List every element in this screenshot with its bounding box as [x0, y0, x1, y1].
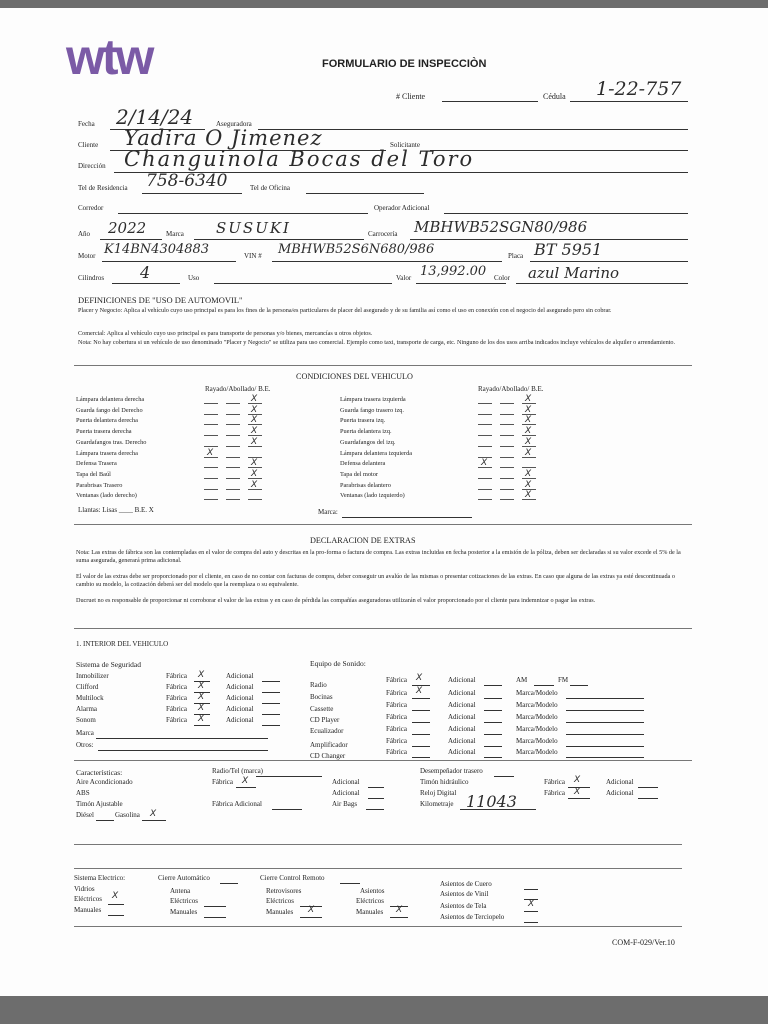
cierre-automatico-label: Cierre Automático: [158, 874, 210, 882]
vin-label: VIN #: [244, 252, 262, 260]
cilindros-value[interactable]: 4: [140, 263, 151, 282]
inspection-form-page: [0, 8, 768, 996]
retrovisores-manuales-label: Manuales: [266, 908, 294, 916]
adicional-label-2: Adicional: [332, 789, 360, 797]
sonido-item-label: CD Player: [310, 716, 340, 724]
aseguradora-label: Aseguradora: [216, 120, 252, 128]
sonido-fabrica-label: Fábrica: [386, 748, 407, 756]
cierre-remoto-label: Cierre Control Remoto: [260, 874, 325, 882]
sonido-adicional-label: Adicional: [448, 701, 476, 709]
cliente-value[interactable]: Yadira O Jimenez: [124, 126, 323, 150]
extras-valor: El valor de las extras debe ser proporcionado por el cliente, en caso de no contar con facturas de compra, deber conseguir un avalúo de las mismas o presentar cotizaciones de las extras. En caso que alguna de las extras ya esté descontinuada o cambio su modelo, la cotización deberá ser del modelo que la reemplaza o su equivalente.: [76, 573, 675, 589]
seguridad-title: Sistema de Seguridad: [76, 660, 141, 669]
sonido-marca-modelo-label: Marca/Modelo: [516, 725, 558, 733]
left-condition-mark[interactable]: X: [251, 479, 258, 490]
sonido-adicional-label: Adicional: [448, 725, 476, 733]
seguridad-item-label: Clifford: [76, 683, 99, 691]
seguridad-fabrica-mark[interactable]: X: [198, 703, 205, 713]
right-condition-label: Guarda fango trasero izq.: [340, 406, 404, 414]
left-col-header: Rayado/Abollado/ B.E.: [205, 385, 271, 393]
aire-label: Aire Acondicionado: [76, 778, 133, 786]
antena-manuales-label: Manuales: [170, 908, 198, 916]
air-bags-label: Air Bags: [332, 800, 358, 808]
sonido-fabrica-label: Fábrica: [386, 737, 407, 745]
vidrios-label: Vidrios: [74, 885, 95, 893]
radio-fabrica-adicional-label: Fábrica Adicional: [212, 800, 262, 808]
corredor-label: Corredor: [78, 204, 104, 212]
seguridad-fabrica-label: Fábrica: [166, 716, 187, 724]
left-condition-mark[interactable]: X: [251, 394, 258, 404]
carroceria-label: Carrocería: [368, 230, 398, 238]
sonido-fabrica-label: Fábrica: [386, 701, 407, 709]
retrovisores-manuales-mark[interactable]: X: [308, 905, 315, 915]
seguridad-adicional-label: Adicional: [226, 694, 254, 702]
operador-label: Operador Adicional: [374, 204, 430, 212]
right-condition-label: Parabrisas delantero: [340, 481, 391, 489]
fecha-value[interactable]: 2/14/24: [116, 105, 194, 129]
am-label: AM: [516, 676, 528, 684]
sonido-marca-modelo-label: Marca/Modelo: [516, 748, 558, 756]
placa-value[interactable]: BT 5951: [534, 240, 603, 259]
motor-value[interactable]: K14BN4304883: [104, 242, 210, 257]
sonido-marca-modelo-label: Marca/Modelo: [516, 701, 558, 709]
seguridad-marca-label: Marca: [76, 729, 94, 737]
right-condition-label: Guardafangos del izq.: [340, 438, 396, 446]
reloj-fabrica-mark[interactable]: X: [574, 787, 581, 797]
llantas-marca-label: Marca:: [318, 508, 338, 516]
abs-label: ABS: [76, 789, 90, 797]
kilometraje-label: Kilometraje: [420, 800, 454, 808]
right-condition-mark[interactable]: X: [525, 479, 532, 490]
left-condition-mark[interactable]: X: [251, 415, 258, 426]
sonido-adicional-label: Adicional: [448, 676, 476, 684]
wtw-logo: wtw: [66, 29, 152, 85]
seguridad-fabrica-mark[interactable]: X: [198, 681, 205, 691]
timon-label: Timón Ajustable: [76, 800, 123, 808]
right-condition-mark[interactable]: X: [481, 458, 488, 469]
cedula-value[interactable]: 1-22-757: [596, 78, 682, 100]
tel-residencia-value[interactable]: 758-6340: [146, 171, 228, 191]
seguridad-fabrica-label: Fábrica: [166, 694, 187, 702]
right-condition-label: Lámpara delantera izquierda: [340, 449, 413, 457]
reloj-label: Reloj Digital: [420, 789, 457, 797]
seguridad-adicional-label: Adicional: [226, 683, 254, 691]
right-condition-mark[interactable]: X: [525, 394, 532, 404]
kilometraje-value[interactable]: 11043: [466, 792, 517, 811]
left-condition-label: Parabrisas Trasero: [76, 481, 123, 489]
placa-label: Placa: [508, 252, 524, 260]
seguridad-item-label: Alarma: [76, 705, 97, 713]
sonido-adicional-label: Adicional: [448, 689, 476, 697]
motor-label: Motor: [78, 252, 96, 260]
sonido-fabrica-mark[interactable]: X: [416, 673, 423, 683]
right-condition-mark[interactable]: X: [525, 426, 532, 437]
left-condition-mark[interactable]: X: [207, 447, 214, 458]
ano-value[interactable]: 2022: [108, 219, 147, 237]
definiciones-nota: Nota: No hay cobertura si un vehículo de uso denominado "Placer y Negocio" se utiliza para uso comercial. Ejemplo como taxi, transporte de carga, etc. Ninguno de los dos usos arriba indicados incluye vehículos de alquiler o arrendamiento.: [78, 339, 676, 346]
asientos-electricos-label: Eléctricos: [356, 897, 384, 905]
seguridad-fabrica-label: Fábrica: [166, 683, 187, 691]
left-condition-label: Lámpara trasera derecha: [76, 449, 138, 457]
carroceria-value[interactable]: MBHWB52SGN80/986: [414, 218, 588, 236]
sonido-marca-modelo-label: Marca/Modelo: [516, 713, 558, 721]
radio-fabrica-label: Fábrica: [212, 778, 233, 786]
asientos-manuales-mark[interactable]: X: [396, 905, 403, 915]
left-condition-mark[interactable]: X: [251, 404, 258, 415]
valor-value[interactable]: 13,992.00: [420, 264, 487, 279]
left-condition-label: Puerta trasera derecha: [76, 428, 132, 436]
left-condition-mark[interactable]: X: [251, 458, 258, 469]
left-condition-label: Defensa Trasera: [76, 460, 117, 468]
asientos-label: Asientos: [360, 887, 385, 895]
extras-title: DECLARACION DE EXTRAS: [310, 536, 416, 545]
right-condition-label: Defensa delantera: [340, 460, 386, 468]
left-condition-mark[interactable]: X: [251, 436, 258, 447]
extras-nota: Nota: Las extras de fábrica son las contempladas en el valor de compra del auto y descritas en la pro-forma o factura de compra. Las extras incluidas en fecha posterior a la emisión de la póliza, deben ser declaradas si su valor excede el 5% de la suma asegurada, generará prima adicional.: [76, 549, 681, 565]
sonido-item-label: Ecualizador: [310, 727, 344, 735]
definiciones-comercial: Comercial: Aplica al vehículo cuyo uso principal es para transporte de personas y/o bienes, mercancías u otros objetos.: [78, 330, 373, 337]
retrovisores-electricos-label: Eléctricos: [266, 897, 294, 905]
valor-label: Valor: [396, 274, 412, 282]
seguridad-otros-label: Otros:: [76, 741, 94, 749]
vidrios-electricos-label: Eléctricos: [74, 895, 102, 903]
seguridad-fabrica-label: Fábrica: [166, 672, 187, 680]
cilindros-label: Cilindros: [78, 274, 105, 282]
antena-electricos-label: Eléctricos: [170, 897, 198, 905]
radio-tel-label: Radio/Tel (marca): [212, 767, 264, 775]
seguridad-adicional-label: Adicional: [226, 672, 254, 680]
tel-oficina-label: Tel de Oficina: [250, 184, 290, 192]
direccion-label: Dirección: [78, 162, 106, 170]
electrico-title: Sistema Electrico:: [74, 874, 126, 882]
right-condition-mark[interactable]: X: [525, 415, 532, 426]
asientos-tela-mark[interactable]: X: [528, 899, 535, 909]
sonido-fabrica-label: Fábrica: [386, 713, 407, 721]
adicional-label-1: Adicional: [332, 778, 360, 786]
direccion-value[interactable]: Changuinola Bocas del Toro: [124, 147, 475, 171]
marca-label: Marca: [166, 230, 184, 238]
sonido-marca-modelo-label: Marca/Modelo: [516, 689, 558, 697]
vidrios-manuales-label: Manuales: [74, 906, 102, 914]
right-condition-label: Puerta delantera izq.: [340, 428, 392, 436]
timon-adicional-label: Adicional: [606, 778, 634, 786]
sonido-fabrica-mark[interactable]: X: [416, 686, 423, 696]
reloj-fabrica-label: Fábrica: [544, 789, 565, 797]
vidrios-electricos-mark[interactable]: X: [112, 891, 119, 901]
definiciones-title: DEFINICIONES DE "USO DE AUTOMOVIL": [78, 295, 243, 305]
left-condition-label: Lámpara delantera derecha: [76, 396, 145, 403]
seguridad-adicional-label: Adicional: [226, 705, 254, 713]
cedula-label: Cédula: [543, 92, 566, 101]
asientos-manuales-label: Manuales: [356, 908, 384, 916]
right-condition-mark[interactable]: X: [525, 490, 532, 501]
color-label: Color: [494, 274, 510, 282]
timon-fabrica-mark[interactable]: X: [574, 775, 581, 785]
left-condition-label: Tapa del Baúl: [76, 470, 111, 478]
reloj-adicional-label: Adicional: [606, 789, 634, 797]
fecha-label: Fecha: [78, 120, 95, 128]
cliente-number-label: # Cliente: [396, 92, 426, 101]
right-condition-label: Lámpara trasera izquierda: [340, 396, 406, 403]
sonido-adicional-label: Adicional: [448, 737, 476, 745]
seguridad-fabrica-mark[interactable]: X: [198, 714, 205, 724]
llantas-line: Llantas: Lisas ____ B.E. X: [78, 506, 154, 514]
sonido-fabrica-label: Fábrica: [386, 725, 407, 733]
left-condition-label: Guarda fango del Derecho: [76, 406, 143, 414]
seguridad-fabrica-label: Fábrica: [166, 705, 187, 713]
extras-ducruet: Ducruet no es responsable de proporcionar ni corroborar el valor de las extras y en caso de pérdida las compañías aseguradoras utilizarán el valor proporcionado por el cliente para indemnizar o pagar las extras.: [76, 597, 596, 604]
sonido-item-label: Cassette: [310, 705, 334, 713]
uso-label: Uso: [188, 274, 200, 282]
interior-title: 1. INTERIOR DEL VEHICULO: [76, 640, 169, 648]
definiciones-placer: Placer y Negocio: Aplica al vehículo cuyo uso principal es para los fines de la persona/es particulares de placer del asegurado y de su familia así como el uso en conexión con el negocio del asegurado pero sin cobrar.: [78, 307, 612, 314]
right-condition-mark[interactable]: X: [525, 447, 532, 458]
retrovisores-label: Retrovisores: [266, 887, 302, 895]
asientos-terciopelo-label: Asientos de Terciopelo: [440, 913, 505, 921]
fm-label: FM: [558, 676, 569, 684]
sonido-title: Equipo de Sonido:: [310, 659, 366, 668]
radio-fabrica-mark[interactable]: X: [242, 776, 249, 786]
condiciones-title: CONDICIONES DEL VEHICULO: [296, 372, 413, 381]
timon-fabrica-label: Fábrica: [544, 778, 565, 786]
desempanador-label: Desempeñador trasero: [420, 767, 483, 775]
right-condition-label: Ventanas (lado izquierdo): [340, 492, 405, 500]
right-col-header: Rayado/Abollado/ B.E.: [478, 385, 544, 393]
sonido-item-label: Bocinas: [310, 693, 333, 701]
right-condition-label: Puerta trasera izq.: [340, 417, 386, 425]
seguridad-item-label: Sonom: [76, 716, 96, 724]
seguridad-fabrica-mark[interactable]: X: [198, 670, 205, 680]
right-condition-label: Tapa del motor: [340, 470, 379, 478]
right-condition-mark[interactable]: X: [525, 404, 532, 415]
footer-form-code: COM-F-029/Ver.10: [612, 938, 675, 947]
left-condition-label: Guardafangos tras. Derecho: [76, 438, 147, 446]
solicitante-label: Solicitante: [390, 141, 420, 149]
left-condition-label: Puerta delantera derecha: [76, 417, 138, 425]
gasolina-label: Gasolina: [115, 811, 140, 819]
sonido-item-label: CD Changer: [310, 752, 346, 760]
sonido-item-label: Amplificador: [310, 741, 348, 749]
gasolina-mark[interactable]: X: [150, 809, 157, 819]
asientos-vinil-label: Asientos de Vinil: [440, 890, 489, 898]
sonido-fabrica-label: Fábrica: [386, 689, 407, 697]
left-condition-mark[interactable]: X: [251, 468, 258, 479]
antena-label: Antena: [170, 887, 191, 895]
marca-value[interactable]: SUSUKI: [216, 219, 291, 237]
left-condition-label: Ventanas (lado derecho): [76, 492, 137, 500]
sonido-adicional-label: Adicional: [448, 748, 476, 756]
sonido-marca-modelo-label: Marca/Modelo: [516, 737, 558, 745]
diesel-label: Diésel: [76, 811, 94, 819]
color-value[interactable]: azul Marino: [528, 264, 620, 282]
right-condition-mark[interactable]: X: [525, 436, 532, 447]
cliente-label: Cliente: [78, 141, 99, 149]
ano-label: Año: [78, 230, 91, 238]
form-title: FORMULARIO DE INSPECCIÒN: [322, 58, 487, 70]
seguridad-item-label: Inmobilizer: [76, 672, 109, 680]
sonido-adicional-label: Adicional: [448, 713, 476, 721]
seguridad-item-label: Multilock: [76, 694, 104, 702]
asientos-cuero-label: Asientos de Cuero: [440, 880, 492, 888]
left-condition-mark[interactable]: X: [251, 426, 258, 437]
sonido-item-label: Radio: [310, 681, 327, 689]
sonido-fabrica-label: Fábrica: [386, 676, 407, 684]
right-condition-mark[interactable]: X: [525, 468, 532, 479]
tel-residencia-label: Tel de Residencia: [78, 184, 128, 192]
vin-value[interactable]: MBHWB52S6N680/986: [278, 242, 435, 257]
seguridad-adicional-label: Adicional: [226, 716, 254, 724]
timon-hidraulico-label: Timón hidráulico: [420, 778, 469, 786]
asientos-tela-label: Asientos de Tela: [440, 902, 487, 910]
seguridad-fabrica-mark[interactable]: X: [198, 692, 205, 702]
caracteristicas-title: Características:: [76, 768, 123, 777]
